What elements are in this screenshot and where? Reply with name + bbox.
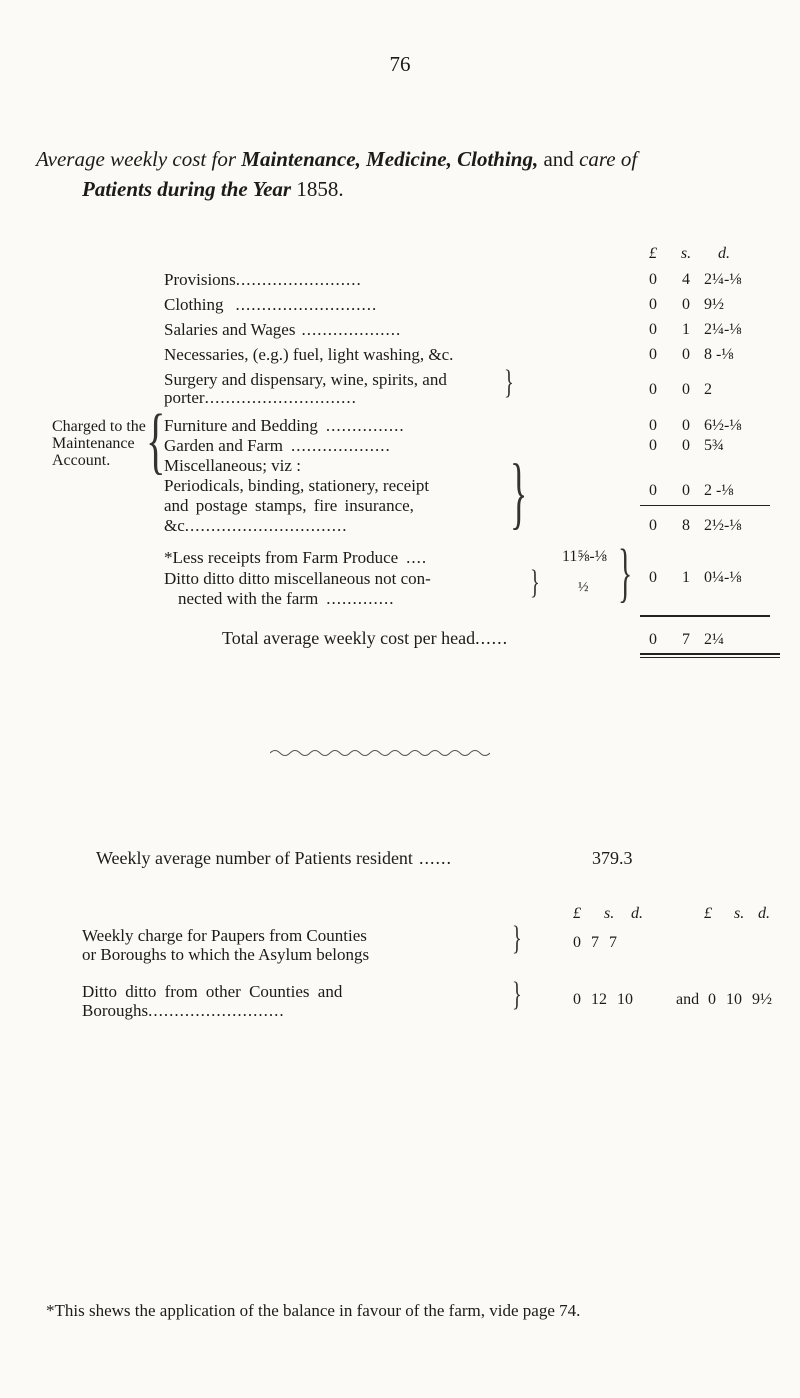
patients-label [96, 848, 452, 869]
row-label: Miscellaneous; viz : [164, 456, 301, 475]
cell-pounds: 0 [649, 437, 657, 454]
charges-header-pounds-2: £ [704, 905, 712, 922]
cell-pence: 6½-⅛ [704, 417, 742, 434]
leader-dots: ........................... [235, 295, 378, 314]
leader-dots: ........................ [235, 270, 362, 289]
leader-dots: ................... [301, 320, 402, 339]
total-shillings: 7 [682, 631, 690, 648]
leader-dots: .......................... [148, 1001, 285, 1020]
row-label: Necessaries, (e.g.) fuel, light washing, &c. [164, 345, 454, 364]
charge-row1-label2: or Boroughs to which the Asylum belongs [82, 945, 370, 964]
cell-shillings: 0 [682, 381, 690, 398]
row-furniture [164, 416, 405, 436]
patients-value: 379.3 [592, 848, 633, 868]
subtotal-pence: 2½-⅛ [704, 517, 742, 534]
cell-pounds: 0 [649, 417, 657, 434]
subtotal-pounds: 0 [649, 517, 657, 534]
row-surgery-cont [164, 388, 357, 408]
charge-row1-label: Weekly charge for Paupers from Counties [82, 926, 367, 945]
total-pence: 2¼ [704, 631, 724, 648]
cell-pounds: 0 [649, 482, 657, 499]
row-misc-cont [164, 496, 414, 516]
cell-shillings: 0 [682, 482, 690, 499]
row-misc-cont [164, 516, 348, 536]
cell-shillings: 0 [682, 296, 690, 313]
cell-shillings: 4 [682, 271, 690, 288]
total-label [222, 628, 508, 649]
cell-pence: 5¾ [704, 437, 724, 454]
rule [640, 657, 780, 658]
row-less-receipts [164, 548, 427, 568]
cell-pounds: 0 [649, 321, 657, 338]
charge-row2-label: Ditto ditto from other Counties and [82, 982, 343, 1001]
leader-dots: ...... [418, 848, 452, 868]
cell-pence: 9½ [704, 296, 724, 313]
row-garden [164, 436, 391, 456]
row-label: nected with the farm [178, 589, 319, 608]
cell-pounds: 0 [649, 296, 657, 313]
charge-row2-label2 [82, 1001, 285, 1021]
footnote: *This shews the application of the balance in favour of the farm, vide page 74. [46, 1301, 581, 1320]
row-miscellaneous [164, 456, 301, 476]
row-label: porter [164, 388, 205, 407]
cell-pounds: 0 [649, 271, 657, 288]
row-salaries [164, 320, 401, 340]
row-label: Provisions [164, 270, 236, 289]
charge-row2-and: and [676, 991, 700, 1008]
header-pounds: £ [649, 245, 657, 262]
brace-right: } [530, 564, 540, 601]
leader-dots: ............. [326, 589, 395, 608]
row-label: *Less receipts from Farm Produce [164, 548, 399, 567]
less-receipts-value: 11⅝-⅛ [562, 548, 607, 565]
charged-label-3: Account. [52, 452, 111, 469]
title-word: Patients during the Year [82, 177, 292, 201]
row-label: Weekly average number of Patients resident [96, 848, 413, 868]
charge-row2-value: 0 12 10 [573, 991, 633, 1008]
charge-row2-value2: 0 10 9½ [708, 991, 772, 1008]
title-word: weekly cost for [110, 147, 237, 171]
row-surgery [164, 370, 447, 390]
page-title [36, 144, 776, 204]
charges-header-shillings-2: s. [734, 905, 745, 922]
title-word: Average [36, 147, 105, 171]
row-label: Salaries and Wages [164, 320, 296, 339]
cell-pence: 2¼-⅛ [704, 271, 742, 288]
cell-pence: 8 -⅛ [704, 346, 734, 363]
charges-header-pounds: £ [573, 905, 581, 922]
row-label: and postage stamps, fire insurance, [164, 496, 414, 515]
row-provisions [164, 270, 362, 290]
cell-shillings: 0 [682, 437, 690, 454]
leader-dots: ............................. [204, 388, 357, 407]
header-pence: d. [718, 245, 730, 262]
row-label: Boroughs [82, 1001, 149, 1020]
title-word: and [543, 147, 574, 171]
title-word: care of [579, 147, 638, 171]
row-necessaries [164, 345, 453, 365]
brace-right: } [512, 920, 522, 957]
charges-header-shillings: s. [604, 905, 615, 922]
cell-pence: 2¼-⅛ [704, 321, 742, 338]
wave-divider [270, 747, 490, 759]
brace-right: } [618, 536, 633, 609]
subtotal-shillings: 8 [682, 517, 690, 534]
leader-dots: ...... [475, 628, 509, 648]
total-pounds: 0 [649, 631, 657, 648]
cell-pounds: 0 [649, 346, 657, 363]
row-label: Total average weekly cost per head [222, 628, 476, 648]
cell-shillings: 0 [682, 346, 690, 363]
row-label: Garden and Farm [164, 436, 283, 455]
rule [640, 615, 770, 617]
row-label: Clothing [164, 295, 224, 314]
charges-header-pence-2: d. [758, 905, 770, 922]
row-label: &c [164, 516, 185, 535]
row-misc-cont [164, 476, 429, 496]
row-label: Furniture and Bedding [164, 416, 318, 435]
header-shillings: s. [680, 245, 692, 262]
brace-right: } [510, 449, 528, 537]
row-clothing [164, 295, 377, 315]
row-ditto-cont [164, 589, 394, 609]
title-year: 1858. [296, 177, 344, 201]
charged-label-1: Charged to the [52, 418, 146, 435]
brace-right: } [504, 364, 514, 401]
rule [640, 653, 780, 655]
cell-shillings: 1 [682, 321, 690, 338]
less-pence: 0¼-⅛ [704, 569, 742, 586]
less-pounds: 0 [649, 569, 657, 586]
leader-dots: .... [406, 548, 428, 567]
row-label: Ditto ditto ditto miscellaneous not con- [164, 569, 431, 588]
row-label: Periodicals, binding, stationery, receipt [164, 476, 430, 495]
leader-dots: ............... [325, 416, 405, 435]
cell-pence: 2 -⅛ [704, 482, 734, 499]
cell-shillings: 0 [682, 417, 690, 434]
cell-pounds: 0 [649, 381, 657, 398]
rule [640, 505, 770, 506]
row-ditto [164, 569, 431, 589]
brace-left: { [146, 400, 166, 482]
row-label: Surgery and dispensary, wine, spirits, and [164, 370, 447, 389]
charges-header-pence: d. [631, 905, 643, 922]
cell-pence: 2 [704, 381, 712, 398]
charged-label-2: Maintenance [52, 435, 135, 452]
title-word: Maintenance, Medicine, Clothing, [241, 147, 539, 171]
charge-row1-value: 0 7 7 [573, 934, 617, 951]
less-shillings: 1 [682, 569, 690, 586]
brace-right: } [512, 976, 522, 1013]
ditto-value: ½ [578, 580, 589, 595]
leader-dots: ............................... [184, 516, 348, 535]
leader-dots: ................... [290, 436, 391, 455]
page-number: 76 [389, 52, 411, 76]
